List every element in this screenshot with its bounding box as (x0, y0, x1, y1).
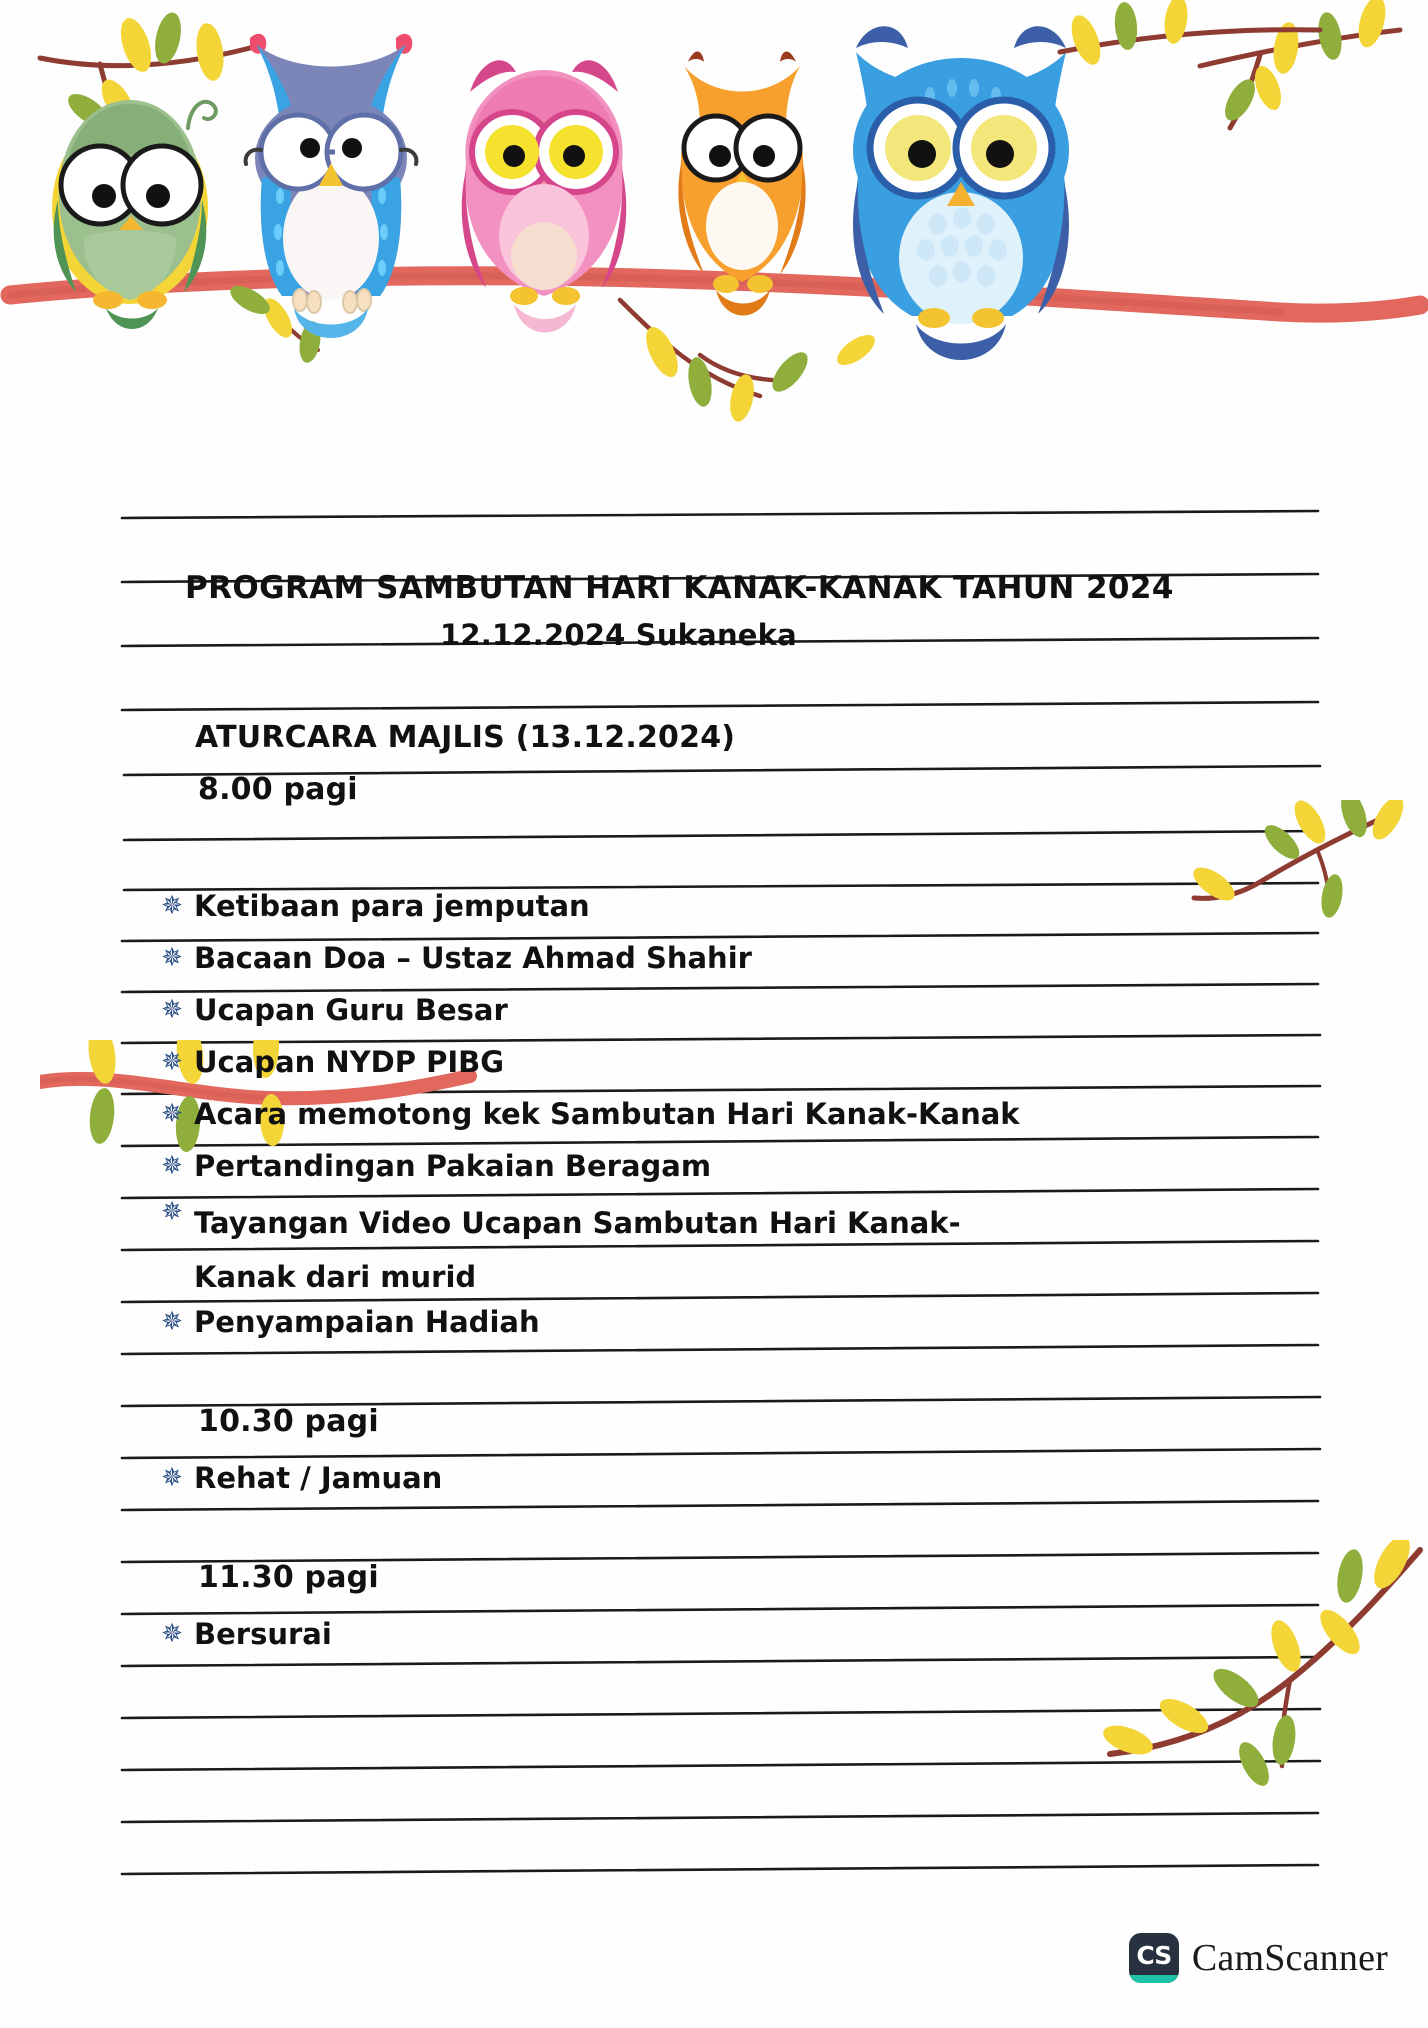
program-title-line-1: PROGRAM SAMBUTAN HARI KANAK-KANAK TAHUN 2024 (185, 570, 1174, 606)
snowflake-icon: ✵ (161, 995, 183, 1025)
agenda-item (160, 890, 590, 922)
snowflake-icon: ✵ (161, 1099, 183, 1129)
agenda-item-label: Acara memotong kek Sambutan Hari Kanak-Kanak (194, 1097, 1020, 1131)
snowflake-icon: ✵ (161, 943, 183, 973)
agenda-item-label: Ketibaan para jemputan (194, 889, 590, 923)
snowflake-icon: ✵ (161, 1151, 183, 1181)
agenda-item-label: Rehat / Jamuan (194, 1461, 443, 1495)
agenda-item-label: Ucapan Guru Besar (194, 993, 508, 1027)
snowflake-icon: ✵ (161, 891, 183, 921)
camscanner-watermark (1129, 1933, 1388, 1983)
agenda-item (160, 994, 508, 1026)
aturcara-subheading: ATURCARA MAJLIS (13.12.2024) (195, 720, 736, 755)
agenda-item (160, 1306, 540, 1338)
agenda-item-label: Tayangan Video Ucapan Sambutan Hari Kanak-Kanak dari murid (194, 1206, 961, 1294)
snowflake-icon: ✵ (161, 1307, 183, 1337)
agenda-item (160, 1196, 1060, 1304)
agenda-item (160, 1150, 711, 1182)
session-time-1: 8.00 pagi (198, 772, 358, 807)
session-time-3: 11.30 pagi (198, 1560, 379, 1595)
camscanner-logo-strip (1129, 1975, 1179, 1983)
agenda-item (160, 1098, 1020, 1130)
snowflake-icon: ✵ (161, 1197, 183, 1227)
snowflake-icon: ✵ (161, 1463, 183, 1493)
agenda-item-label: Bersurai (194, 1617, 332, 1651)
agenda-item-label: Ucapan NYDP PIBG (194, 1045, 505, 1079)
program-title-line-2: 12.12.2024 Sukaneka (440, 618, 797, 652)
snowflake-icon: ✵ (161, 1619, 183, 1649)
agenda-item-label: Penyampaian Hadiah (194, 1305, 540, 1339)
snowflake-icon: ✵ (161, 1047, 183, 1077)
agenda-item-label: Bacaan Doa – Ustaz Ahmad Shahir (194, 941, 752, 975)
agenda-item-label: Pertandingan Pakaian Beragam (194, 1149, 712, 1183)
agenda-item (160, 1046, 504, 1078)
agenda-item (160, 1462, 442, 1494)
agenda-item (160, 942, 752, 974)
camscanner-logo-icon (1129, 1933, 1179, 1983)
camscanner-logo-letters: CS (1136, 1940, 1172, 1970)
session-time-2: 10.30 pagi (198, 1404, 379, 1439)
camscanner-label: CamScanner (1191, 1937, 1388, 1979)
agenda-item (160, 1618, 332, 1650)
